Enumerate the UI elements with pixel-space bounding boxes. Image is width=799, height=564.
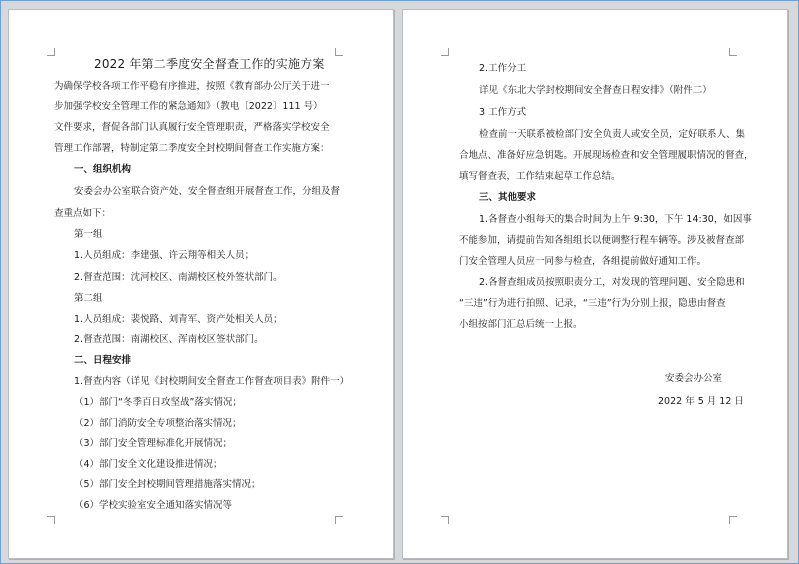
paragraph-line: 小组按部门汇总后统一上报。 <box>459 319 583 330</box>
group-members: 1.人员组成：裴悦路、刘青军、资产处相关人员； <box>74 314 283 325</box>
margin-marker <box>729 516 737 524</box>
list-item: （4）部门安全文化建设推进情况； <box>74 459 223 470</box>
section-heading: 一、组织机构 <box>74 164 132 175</box>
paragraph-line: 详见《东北大学封校期间安全督查日程安排》（附件二） <box>479 85 712 96</box>
list-item: （5）部门安全封校期间管理措施落实情况； <box>74 479 261 490</box>
document-title: 2022 年第二季度安全督查工作的实施方案 <box>94 57 325 71</box>
section-heading: 二、日程安排 <box>74 355 132 366</box>
paragraph-line: “三违”行为进行拍照、记录，“三违”行为分别上报，隐患由督查 <box>459 298 726 309</box>
group-scope: 2.督查范围：南湖校区、浑南校区签状部门。 <box>74 334 264 345</box>
subsection-heading: 3 工作方式 <box>479 107 527 118</box>
margin-marker <box>47 516 55 524</box>
intro-line: 为确保学校各项工作平稳有序推进，按照《教育部办公厅关于进一 <box>54 81 330 92</box>
paragraph-line: 检查前一天联系被检部门安全负责人或安全员，定好联系人、集 <box>479 129 746 140</box>
group-members: 1.人员组成：李建强、许云翔等相关人员； <box>74 250 255 261</box>
signature-date: 2022 年 5 月 12 日 <box>658 396 744 407</box>
margin-marker <box>335 48 343 56</box>
group-title: 第二组 <box>74 293 103 304</box>
paragraph-line: 查重点如下： <box>54 208 112 219</box>
section-heading: 三、其他要求 <box>479 192 537 203</box>
paragraph-line: 不能参加，请提前告知各组组长以便调整行程车辆等。涉及被督查部 <box>459 235 745 246</box>
list-item: （6）学校实验室安全通知落实情况等 <box>74 500 233 511</box>
paragraph-line: 门安全管理人员应一同参与检查，各组提前做好通知工作。 <box>459 256 707 267</box>
group-title: 第一组 <box>74 229 103 240</box>
list-item: （2）部门消防安全专项整治落实情况； <box>74 418 242 429</box>
intro-line: 步加强学校安全管理工作的紧急通知》（教电〔2022〕111 号） <box>54 101 323 112</box>
margin-marker <box>335 516 343 524</box>
subsection-heading: 2.工作分工 <box>479 63 527 74</box>
margin-marker <box>47 48 55 56</box>
margin-marker <box>441 48 449 56</box>
list-item: （1）部门“冬季百日攻坚战”落实情况； <box>74 397 242 408</box>
list-item: （3）部门安全管理标准化开展情况； <box>74 438 233 449</box>
paragraph-line: 安委会办公室联合资产处、安全督查组开展督查工作，分组及督 <box>74 186 341 197</box>
group-scope: 2.督查范围：沈河校区、南湖校区校外签状部门。 <box>74 272 283 283</box>
margin-marker <box>441 516 449 524</box>
paragraph-line: 1.各督查小组每天的集合时间为上午 9:30，下午 14:30，如因事 <box>479 214 752 225</box>
margin-marker <box>729 48 737 56</box>
paragraph-line: 2.各督查组成员按照职责分工，对发现的管理问题、安全隐患和 <box>479 277 745 288</box>
document-page-right <box>402 9 788 559</box>
intro-line: 文件要求，督促各部门认真履行安全管理职责，严格落实学校安全 <box>54 122 330 133</box>
intro-line: 管理工作部署，特制定第二季度安全封校期间督查工作实施方案： <box>54 143 330 154</box>
signature-org: 安委会办公室 <box>665 373 723 384</box>
paragraph-line: 1.督查内容（详见《封校期间安全督查工作督查项目表》附件一） <box>74 376 350 387</box>
paragraph-line: 合地点、准备好应急钥匙。开展现场检查和安全管理履职情况的督查， <box>459 150 754 161</box>
paragraph-line: 填写督查表，工作结束起草工作总结。 <box>459 171 621 182</box>
document-page-left <box>8 9 394 559</box>
